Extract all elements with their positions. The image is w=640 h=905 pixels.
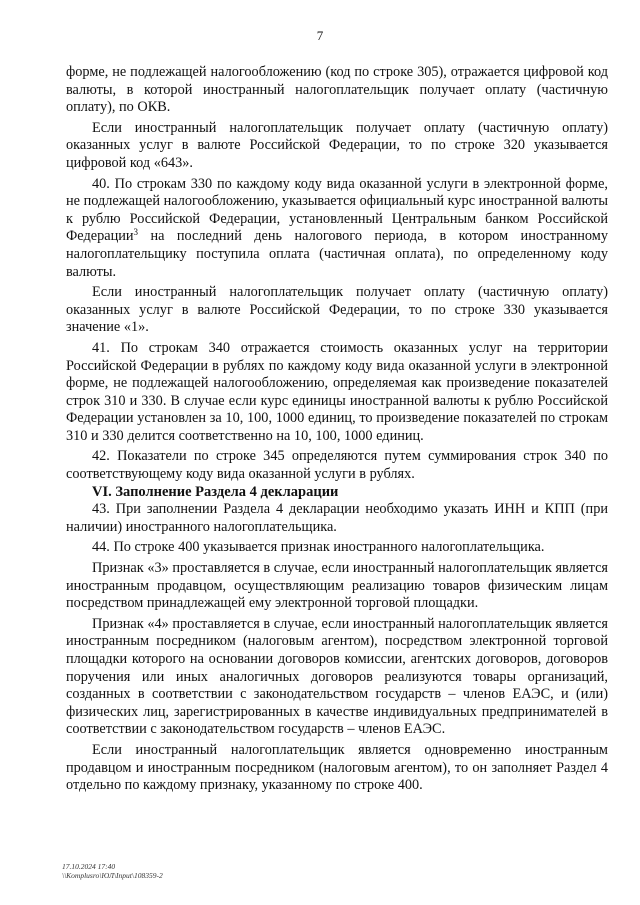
paragraph-40 (66, 176, 608, 282)
paragraph-44: 44. По строке 400 указывается признак иностранного налогоплательщика. (92, 539, 545, 556)
paragraph-41: 41. По строкам 340 отражается стоимость оказанных услуг на территории Российской Федерации в рублях по каждому коду вида оказанной услуги в электронной форме, не подлежащей налогообложению, определяемая как произведение показателей строк 310 и 330. В случае если курс единицы иностранной валюты к рублю Российской Федерации установлен за 10, 100, 1000 единиц, то произведение показателей по строкам 310 и 330 делится соответственно на 10, 100, 1000 единиц. (66, 339, 608, 444)
document-footer (62, 862, 163, 880)
footer-timestamp: 17.10.2024 17:40 (62, 862, 116, 871)
paragraph-sign-3: Признак «3» проставляется в случае, если иностранный налогоплательщик является иностранным продавцом, осуществляющим реализацию товаров физическим лицам посредством принадлежащей ему электронной торговой площадки. (66, 560, 608, 612)
paragraph-sign-4: Признак «4» проставляется в случае, если иностранный налогоплательщик является иностранным посредником (налоговым агентом), посредством электронной торговой площадки которого на основании договоров комиссии, агентских договоров, договоров поручения или иных аналогичных договоров реализуются товары организаций, созданных в соответствии с законодательством государств – членов ЕАЭС, и (или) физических лиц, зарегистрированных в качестве индивидуальных предпринимателей в соответствии с законодательством государств – членов ЕАЭС. (66, 615, 608, 738)
page-number: 7 (316, 28, 324, 43)
paragraph-currency-code-643: Если иностранный налогоплательщик получает оплату (частичную оплату) оказанных услуг в валюте Российской Федерации, то по строке 320 указывается цифровой код «643». (66, 119, 608, 171)
section-heading: VI. Заполнение Раздела 4 декларации (92, 483, 339, 500)
paragraph-42: 42. Показатели по строке 345 определяются путем суммирования строк 340 по соответствующему коду вида оказанной услуги в рублях. (66, 448, 608, 483)
paragraph-both-signs: Если иностранный налогоплательщик является одновременно иностранным продавцом и иностранным посредником (налоговым агентом), то он заполняет Раздел 4 отдельно по каждому признаку, указанному по строке 400. (66, 741, 608, 794)
paragraph-value-one: Если иностранный налогоплательщик получает оплату (частичную оплату) оказанных услуг в валюте Российской Федерации, то по строке 330 указывается значение «1». (66, 284, 608, 336)
footnote-marker: 3 (133, 227, 139, 238)
document-body (66, 64, 608, 795)
paragraph-40-text: 40. По строкам 330 по каждому коду вида оказанной услуги в электронной форме, не подлежащей налогообложению, указывается официальный курс иностранной валюты к рублю Российской Федерации, установленный Центральным банком Российской Федерации (66, 175, 608, 245)
footer-file-path: \\Komplusro\ЮЛ\Input\108359-2 (62, 871, 163, 880)
paragraph-43: 43. При заполнении Раздела 4 декларации необходимо указать ИНН и КПП (при наличии) иностранного налогоплательщика. (66, 501, 608, 535)
paragraph-continuation: форме, не подлежащей налогообложению (код по строке 305), отражается цифровой код валюты, в которой иностранный налогоплательщик получает оплату (частичную оплату), по ОКВ. (66, 64, 608, 116)
paragraph-40-text-continued: на последний день налогового периода, в котором иностранному налогоплательщику поступила оплата (частичная оплата), по определенному коду валюты. (66, 228, 608, 280)
